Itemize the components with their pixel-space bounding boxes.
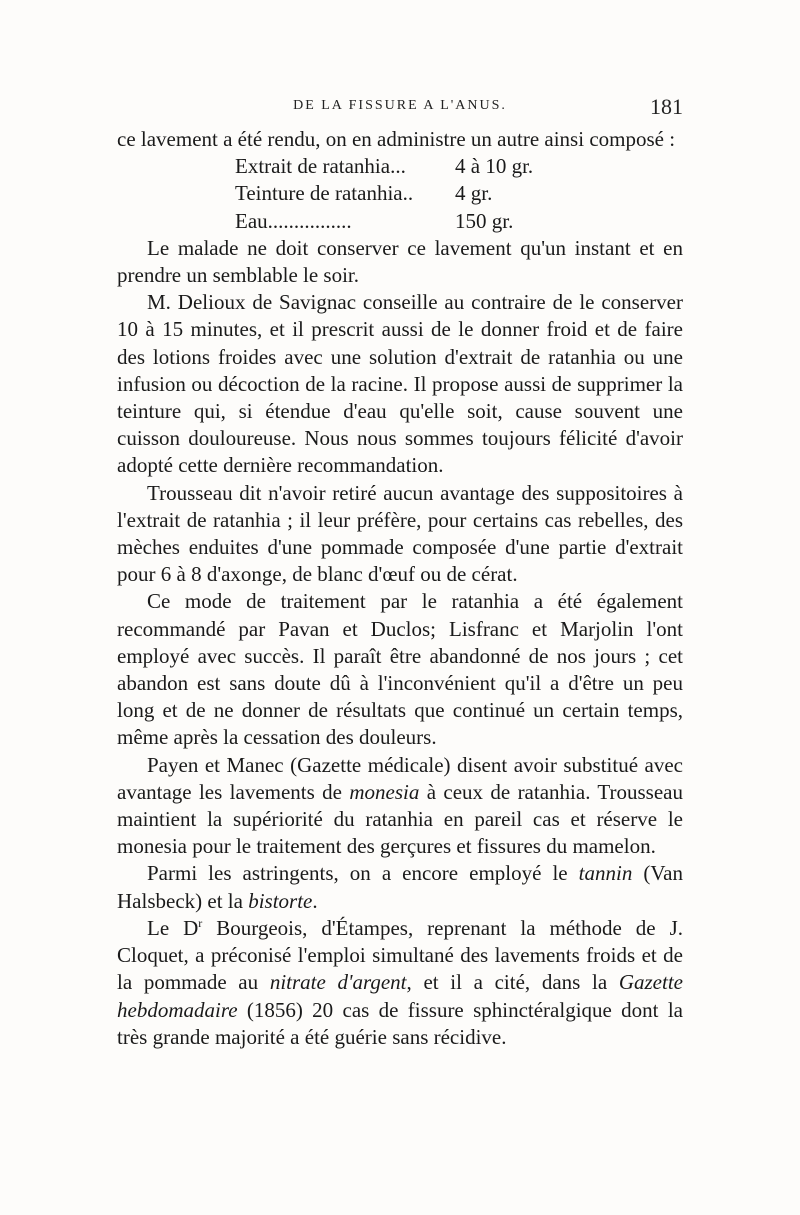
paragraph-5-text: à ceux de ratanhia. Trousseau maintient la supériorité du ratanhia en pareil cas et réserve le monesia pour le traitement des gerçures et fissures du mamelon.: [117, 779, 683, 859]
recipe-list: [235, 153, 683, 235]
intro-paragraph: ce lavement a été rendu, on en administre un autre ainsi composé :: [117, 127, 676, 151]
page-number: 181: [650, 94, 683, 119]
recipe-line: [235, 180, 683, 207]
recipe-ingredient: Eau................: [235, 208, 352, 233]
recipe-quantity: 4 gr.: [455, 181, 493, 206]
recipe-line: [235, 208, 683, 235]
paragraph-7-text: (1856) 20 cas de fissure sphinctéralgique dont la très grande majorité a été guérie sans récidive.: [117, 997, 683, 1049]
recipe-line: [235, 153, 683, 180]
paragraph-5-emphasis: monesia: [349, 779, 420, 804]
recipe-quantity: 4 à 10 gr.: [455, 154, 534, 179]
paragraph-7-emphasis: Gazette hebdomadaire: [117, 970, 683, 1022]
paragraph-6-text: (Van Halsbeck) et la: [117, 861, 684, 913]
paragraph-6-emphasis: tannin: [578, 861, 633, 886]
paragraph-6-text: Parmi les astringents, on a encore employé le: [147, 861, 579, 886]
paragraph-2: M. Delioux de Savignac conseille au contraire de le conserver 10 à 15 minutes, et il prescrit aussi de le donner froid et de faire des lotions froides avec une solution d'extrait de ratanhia ou une infusion ou décoction de la racine. Il propose aussi de supprimer la teinture qui, si étendue d'eau qu'elle soit, cause souvent une cuisson douloureuse. Nous nous sommes toujours félicité d'avoir adopté cette dernière recommandation.: [117, 290, 683, 478]
running-title: DE LA FISSURE A L'ANUS.: [293, 98, 507, 113]
paragraph-1: Le malade ne doit conserver ce lavement qu'un instant et en prendre un semblable le soir.: [117, 235, 683, 288]
page-header: [117, 94, 683, 124]
recipe-quantity: 150 gr.: [455, 208, 514, 233]
paragraph-5-text: Payen et Manec (Gazette médicale) disent avoir substitué avec avantage les lavements de: [117, 752, 683, 804]
paragraph-6: [117, 860, 683, 914]
paragraph-7-emphasis: nitrate d'argent: [269, 970, 407, 995]
paragraph-7-superscript: r: [198, 915, 203, 930]
paragraph-6-text: .: [312, 888, 318, 913]
paragraph-7-text: Le D: [147, 915, 199, 940]
paragraph-5: [117, 752, 683, 861]
paragraph-7-text: Bourgeois, d'Étampes, reprenant la méthode de J. Cloquet, a préconisé l'emploi simultané des lavements froids et de la pommade au: [117, 915, 683, 995]
paragraph-7: [117, 915, 683, 1051]
paragraph-6-emphasis: bistorte: [248, 888, 313, 913]
paragraph-4: Ce mode de traitement par le ratanhia a été également recommandé par Pavan et Duclos; Lisfranc et Marjolin l'ont employé avec succès. Il paraît être abandonné de nos jours ; cet abandon est sans doute dû à l'inconvénient qu'il a d'être un peu long et de ne donner de résultats que continué un certain temps, même après la cessation des douleurs.: [117, 589, 683, 750]
recipe-ingredient: Extrait de ratanhia...: [235, 154, 406, 179]
body-text: [117, 126, 683, 1051]
recipe-ingredient: Teinture de ratanhia..: [235, 181, 414, 206]
paragraph-7-text: , et il a cité, dans la: [406, 970, 619, 995]
paragraph-3: Trousseau dit n'avoir retiré aucun avantage des suppositoires à l'extrait de ratanhia ; il leur préfère, pour certains cas rebelles, des mèches enduites d'une pommade composée d'une partie d'extrait pour 6 à 8 d'axonge, de blanc d'œuf ou de cérat.: [117, 480, 683, 587]
